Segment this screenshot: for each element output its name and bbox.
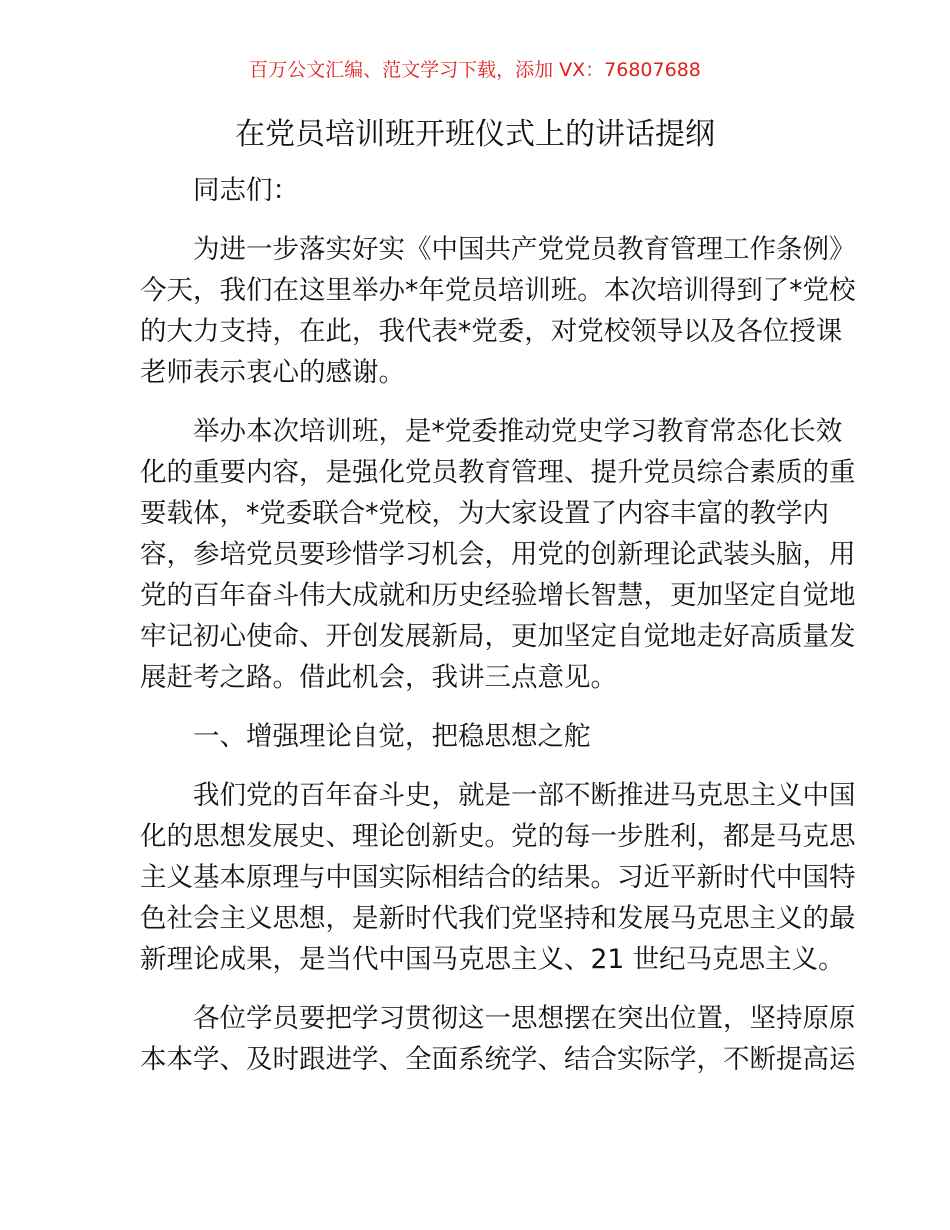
text-line: 我们党的百年奋斗史，就是一部不断推进马克思主义中国: [193, 780, 856, 811]
purpose-paragraph: [140, 411, 856, 698]
section-1-paragraph-1: [140, 775, 856, 980]
text-line: 今天，我们在这里举办*年党员培训班。本次培训得到了*党校: [140, 275, 856, 306]
document-title: 在党员培训班开班仪式上的讲话提纲: [235, 117, 715, 152]
text-line: 要载体，*党委联合*党校，为大家设置了内容丰富的教学内: [140, 498, 829, 529]
text-line: 为进一步落实好实《中国共产党党员教育管理工作条例》: [193, 234, 856, 265]
text-line: 展赶考之路。借此机会，我讲三点意见。: [140, 662, 617, 693]
text-line: 新理论成果，是当代中国马克思主义、21 世纪马克思主义。: [140, 944, 845, 975]
text-line: 化的重要内容，是强化党员教育管理、提升党员综合素质的重: [140, 457, 856, 488]
text-line: 一、增强理论自觉，把稳思想之舵: [193, 721, 591, 752]
text-line: 党的百年奋斗伟大成就和历史经验增长智慧，更加坚定自觉地: [140, 580, 856, 611]
text-line: 本本学、及时跟进学、全面系统学、结合实际学，不断提高运: [140, 1044, 856, 1075]
text-line: 主义基本原理与中国实际相结合的结果。习近平新时代中国特: [140, 862, 856, 893]
intro-paragraph: [140, 229, 856, 393]
text-line: 牢记初心使命、开创发展新局，更加坚定自觉地走好高质量发: [140, 621, 856, 652]
salutation: 同志们：: [193, 175, 299, 206]
section-1-paragraph-2: [140, 998, 856, 1080]
watermark-header: 百万公文汇编、范文学习下载，添加 VX：76807688: [249, 59, 701, 81]
text-line: 各位学员要把学习贯彻这一思想摆在突出位置，坚持原原: [193, 1003, 856, 1034]
salutation-paragraph: [140, 170, 812, 211]
document-body: [140, 170, 856, 1098]
section-heading-1: [140, 716, 812, 757]
text-line: 举办本次培训班，是*党委推动党史学习教育常态化长效: [193, 416, 843, 447]
text-line: 的大力支持，在此，我代表*党委，对党校领导以及各位授课: [140, 316, 843, 347]
text-line: 色社会主义思想，是新时代我们党坚持和发展马克思主义的最: [140, 903, 856, 934]
text-line: 容，参培党员要珍惜学习机会，用党的创新理论武装头脑，用: [140, 539, 856, 570]
text-line: 化的思想发展史、理论创新史。党的每一步胜利，都是马克思: [140, 821, 856, 852]
text-line: 老师表示衷心的感谢。: [140, 357, 405, 388]
